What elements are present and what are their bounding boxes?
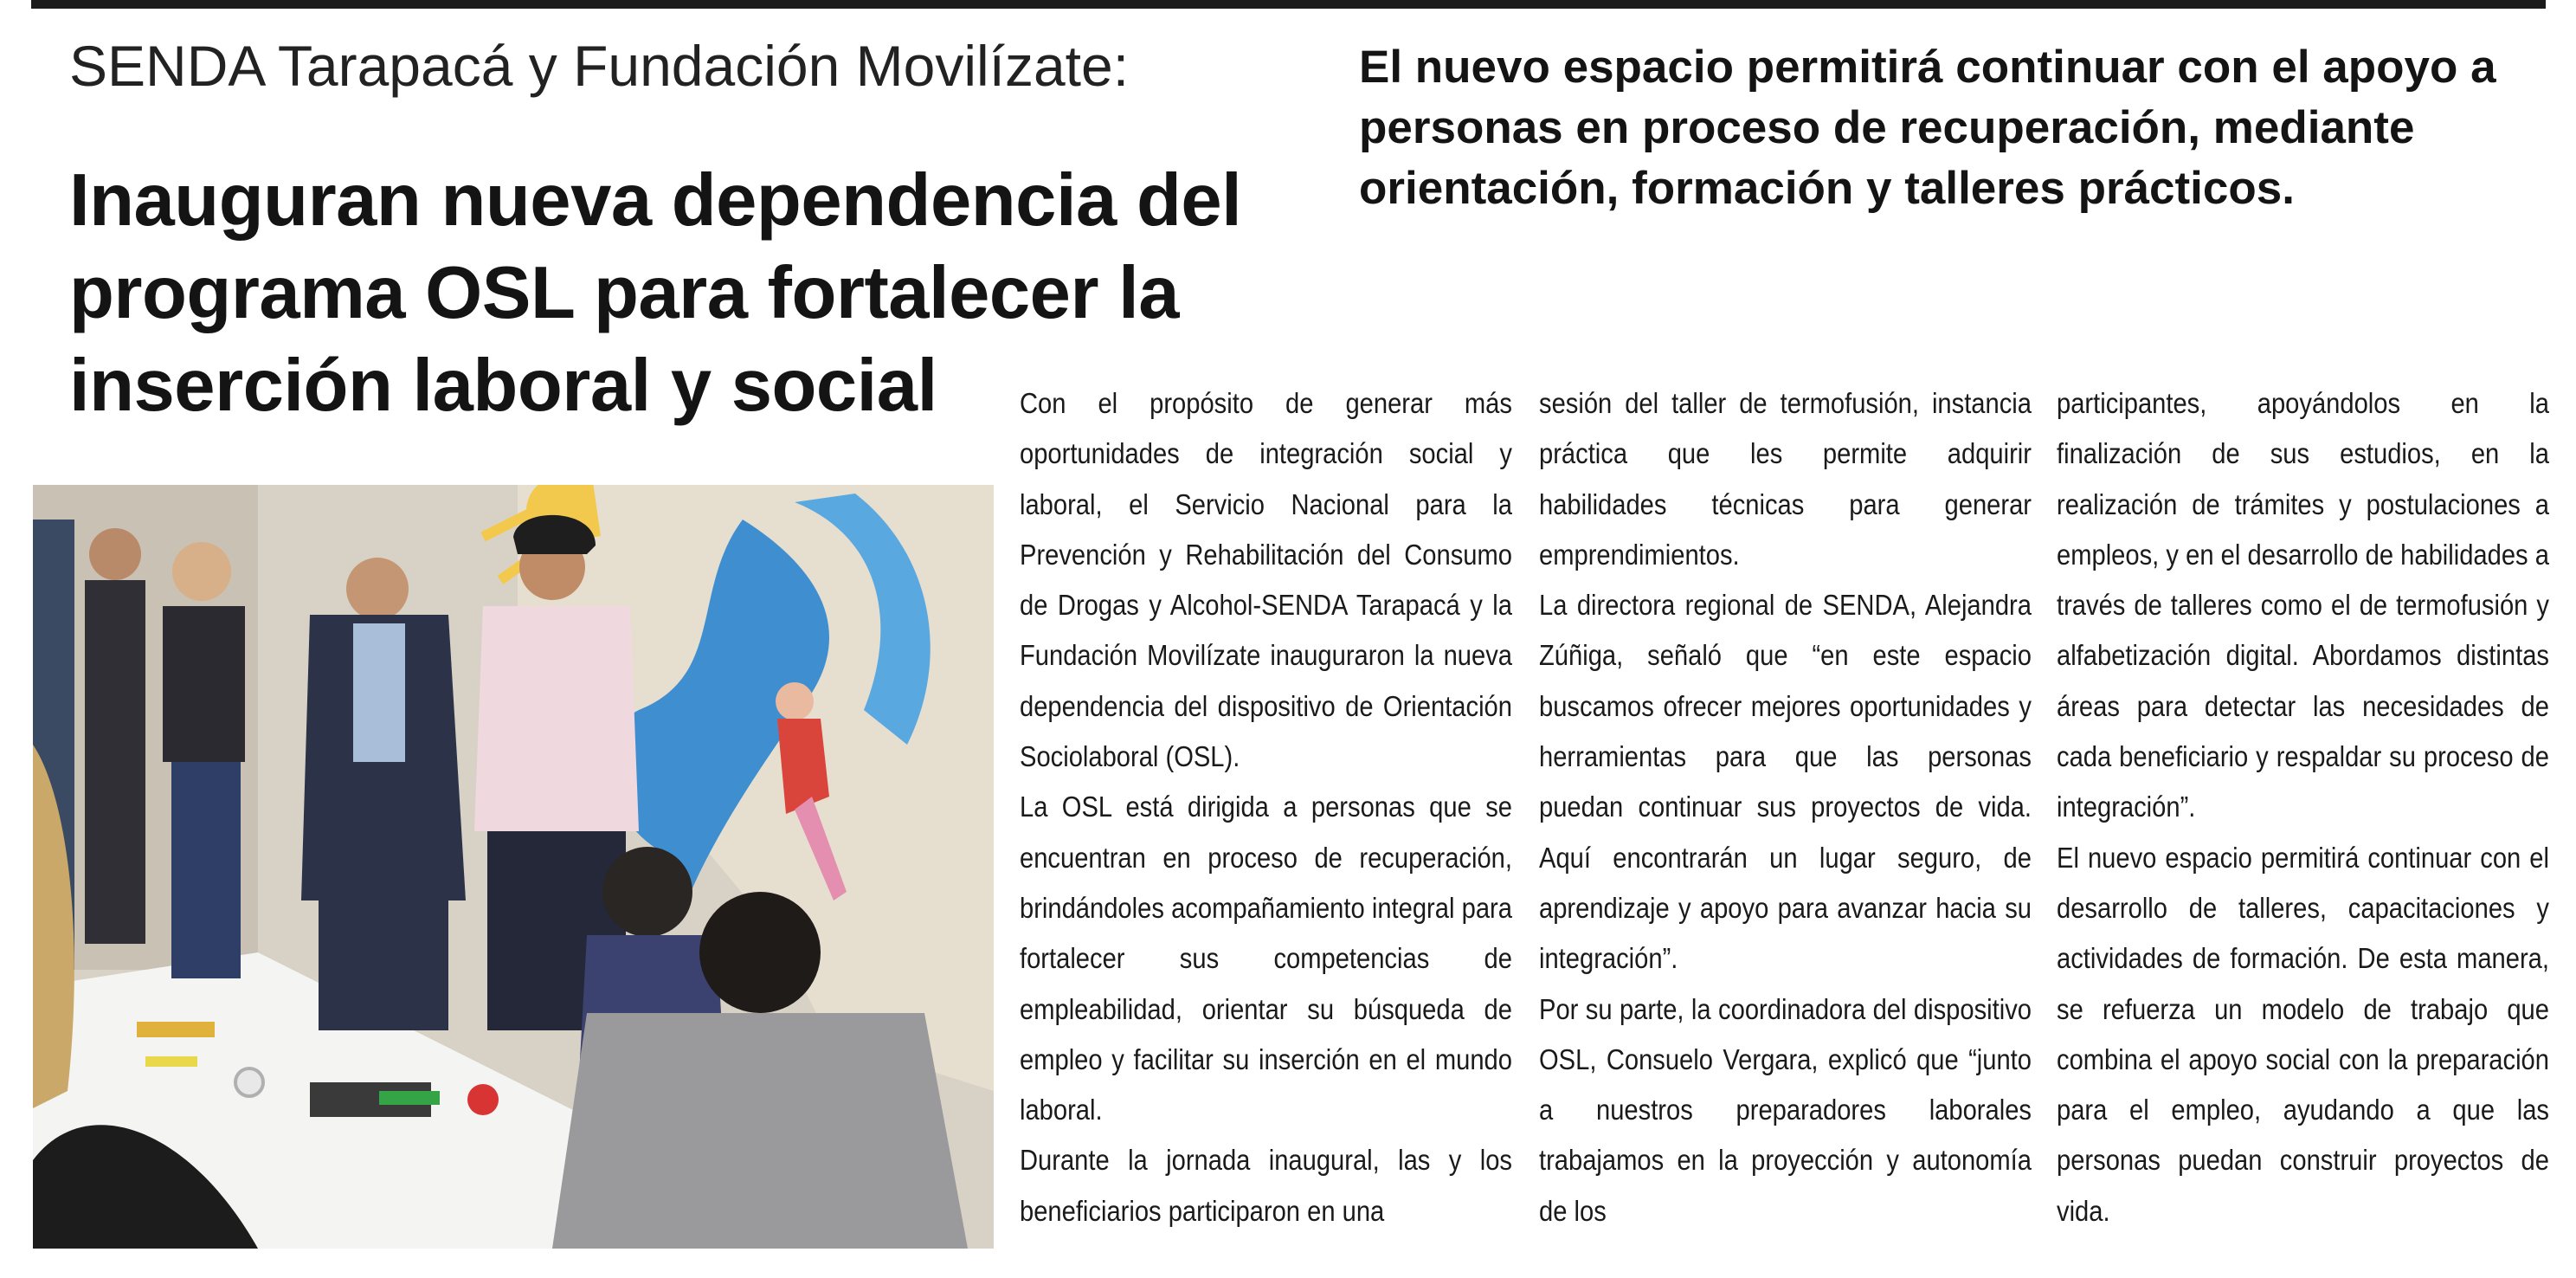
paragraph: participantes, apoyándolos en la finalización de sus estudios, en la realización de trámites y postulaciones a empleos, y en el desarrollo de habilidades a través de talleres como el de termofusión y alfabetización digital. Abordamos distintas áreas para detectar las necesidades de cada beneficiario y respaldar su proceso de integración”. [2057,388,2549,824]
paragraph: sesión del taller de termofusión, instancia práctica que les permite adquirir habilidades técnicas para generar emprendimientos. [1539,388,2032,571]
article-headline: Inauguran nueva dependencia del programa OSL para fortalecer la inserción laboral y social [69,159,1242,427]
paragraph: El nuevo espacio permitirá continuar con el desarrollo de talleres, capacitaciones y actividades de formación. De esta manera, se refuerza un modelo de trabajo que combina el apoyo social con la preparación para el empleo, ayudando a que las personas puedan construir proyectos de vida. [2057,842,2549,1228]
article-deck: El nuevo espacio permitirá continuar con el apoyo a personas en proceso de recuperación, mediante orientación, formación y talleres prácticos. [1359,42,2496,214]
text-column-3 [2057,379,2549,1254]
top-rule [31,0,2546,9]
paragraph: La OSL está dirigida a personas que se encuentran en proceso de recuperación, brindándoles acompañamiento integral para fortalecer sus competencias de empleabilidad, orientar su búsqueda de empleo y facilitar su inserción en el mundo laboral. [1020,791,1512,1127]
paragraph: Durante la jornada inaugural, las y los beneficiarios participaron en una [1020,1145,1512,1228]
article-photo [33,485,994,1249]
paragraph: La directora regional de SENDA, Alejandra Zúñiga, señaló que “en este espacio buscamos ofrecer mejores oportunidades y herramientas para que las personas puedan continuar sus proyectos de vida. Aquí encontrarán un lugar seguro, de aprendizaje y apoyo para avanzar hacia su integración”. [1539,590,2032,976]
paragraph: Por su parte, la coordinadora del dispositivo OSL, Consuelo Vergara, explicó que “junto a nuestros preparadores laborales trabajamos en la proyección y autonomía de los [1539,993,2032,1228]
text-column-1 [1020,379,1512,1254]
article-kicker: SENDA Tarapacá y Fundación Movilízate: [69,34,1130,98]
text-column-2 [1539,379,2032,1254]
paragraph: Con el propósito de generar más oportunidades de integración social y laboral, el Servicio Nacional para la Prevención y Rehabilitación del Consumo de Drogas y Alcohol-SENDA Tarapacá y la Fundación Movilízate inauguraron la nueva dependencia del dispositivo de Orientación Sociolaboral (OSL). [1020,388,1512,774]
